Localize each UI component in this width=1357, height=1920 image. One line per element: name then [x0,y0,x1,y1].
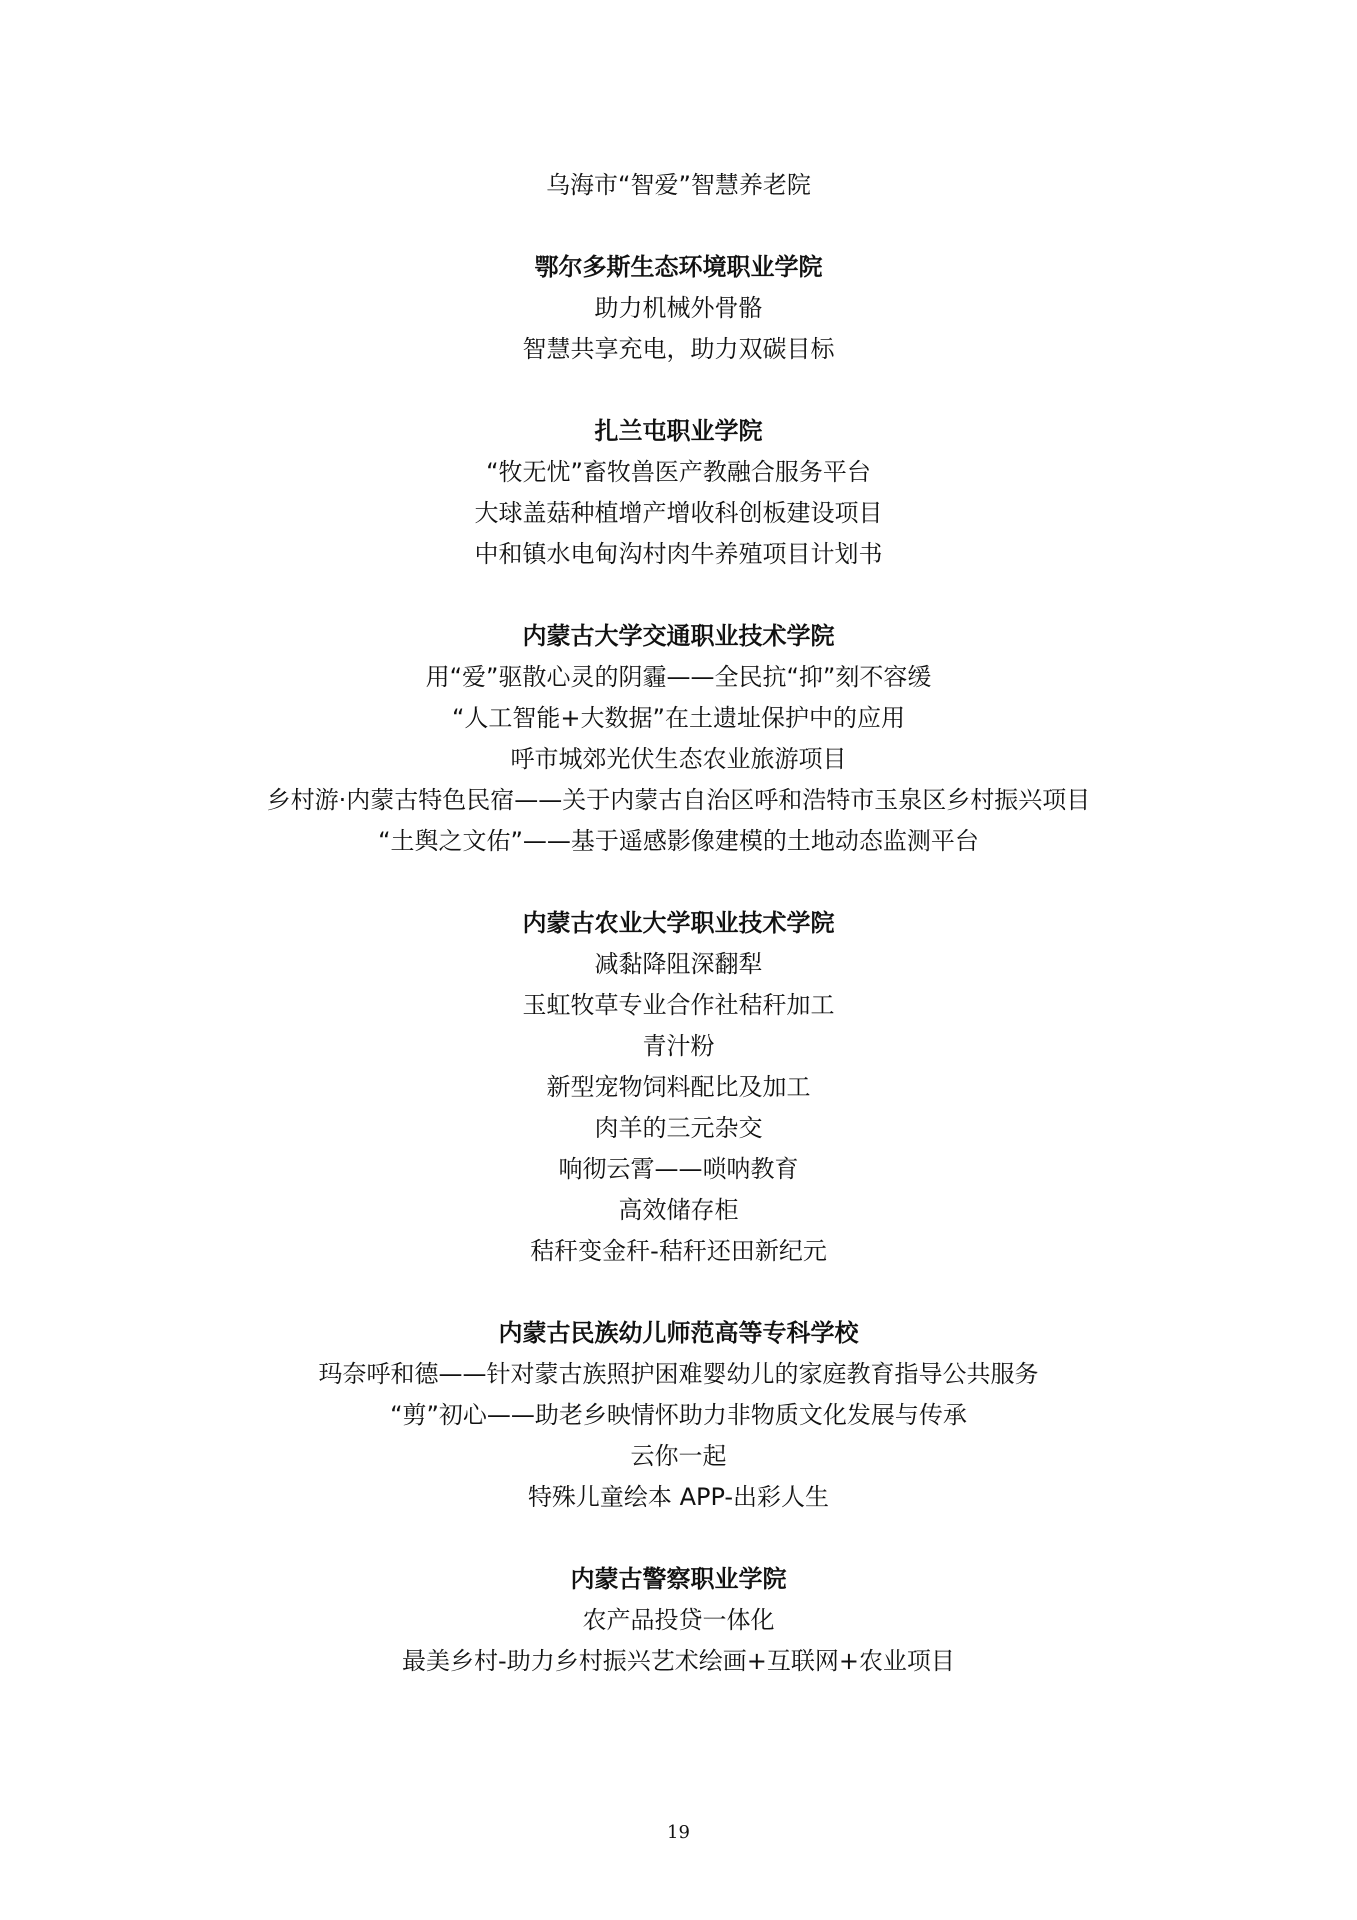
project-title: 秸秆变金秆-秸秆还田新纪元 [530,1237,827,1265]
school-heading: 内蒙古警察职业学院 [570,1565,787,1593]
project-title: 玉虹牧草专业合作社秸秆加工 [522,991,835,1019]
project-title: 特殊儿童绘本 APP-出彩人生 [527,1483,830,1511]
project-title: 减黏降阻深翻犁 [594,950,763,978]
project-title: 乌海市“智爱”智慧养老院 [546,171,811,199]
section-gap [0,575,1357,616]
project-list [0,165,1357,1682]
project-title: “土舆之文佑”——基于遥感影像建模的土地动态监测平台 [378,827,979,855]
project-title: “人工智能+大数据”在土遗址保护中的应用 [452,704,905,732]
project-title: 农产品投贷一体化 [582,1606,775,1634]
project-title: “牧无忧”畜牧兽医产教融合服务平台 [486,458,871,486]
project-title: 肉羊的三元杂交 [594,1114,763,1142]
school-heading: 内蒙古农业大学职业技术学院 [522,909,835,937]
section-gap [0,370,1357,411]
project-title: 智慧共享充电，助力双碳目标 [522,335,835,363]
project-title: 高效储存柜 [618,1196,739,1224]
project-title: 呼市城郊光伏生态农业旅游项目 [510,745,847,773]
project-title: 玛奈呼和德——针对蒙古族照护困难婴幼儿的家庭教育指导公共服务 [318,1360,1039,1388]
section-gap [0,206,1357,247]
page-number: 19 [667,1822,690,1843]
project-title: 新型宠物饲料配比及加工 [546,1073,811,1101]
project-title: 中和镇水电甸沟村肉牛养殖项目计划书 [474,540,883,568]
section-gap [0,1518,1357,1559]
school-heading: 扎兰屯职业学院 [594,417,763,445]
project-title: 用“爱”驱散心灵的阴霾——全民抗“抑”刻不容缓 [425,663,932,691]
project-title: “剪”初心——助老乡映情怀助力非物质文化发展与传承 [390,1401,967,1429]
project-title: 响彻云霄——唢呐教育 [558,1155,799,1183]
project-title: 云你一起 [630,1442,727,1470]
project-title: 助力机械外骨骼 [594,294,763,322]
project-title: 大球盖菇种植增产增收科创板建设项目 [474,499,883,527]
school-heading: 内蒙古大学交通职业技术学院 [522,622,835,650]
school-heading: 鄂尔多斯生态环境职业学院 [534,253,823,281]
section-gap [0,862,1357,903]
project-title: 乡村游·内蒙古特色民宿——关于内蒙古自治区呼和浩特市玉泉区乡村振兴项目 [266,786,1091,814]
section-gap [0,1272,1357,1313]
project-title: 青汁粉 [642,1032,715,1060]
school-heading: 内蒙古民族幼儿师范高等专科学校 [498,1319,859,1347]
project-title: 最美乡村-助力乡村振兴艺术绘画+互联网+农业项目 [402,1647,955,1675]
